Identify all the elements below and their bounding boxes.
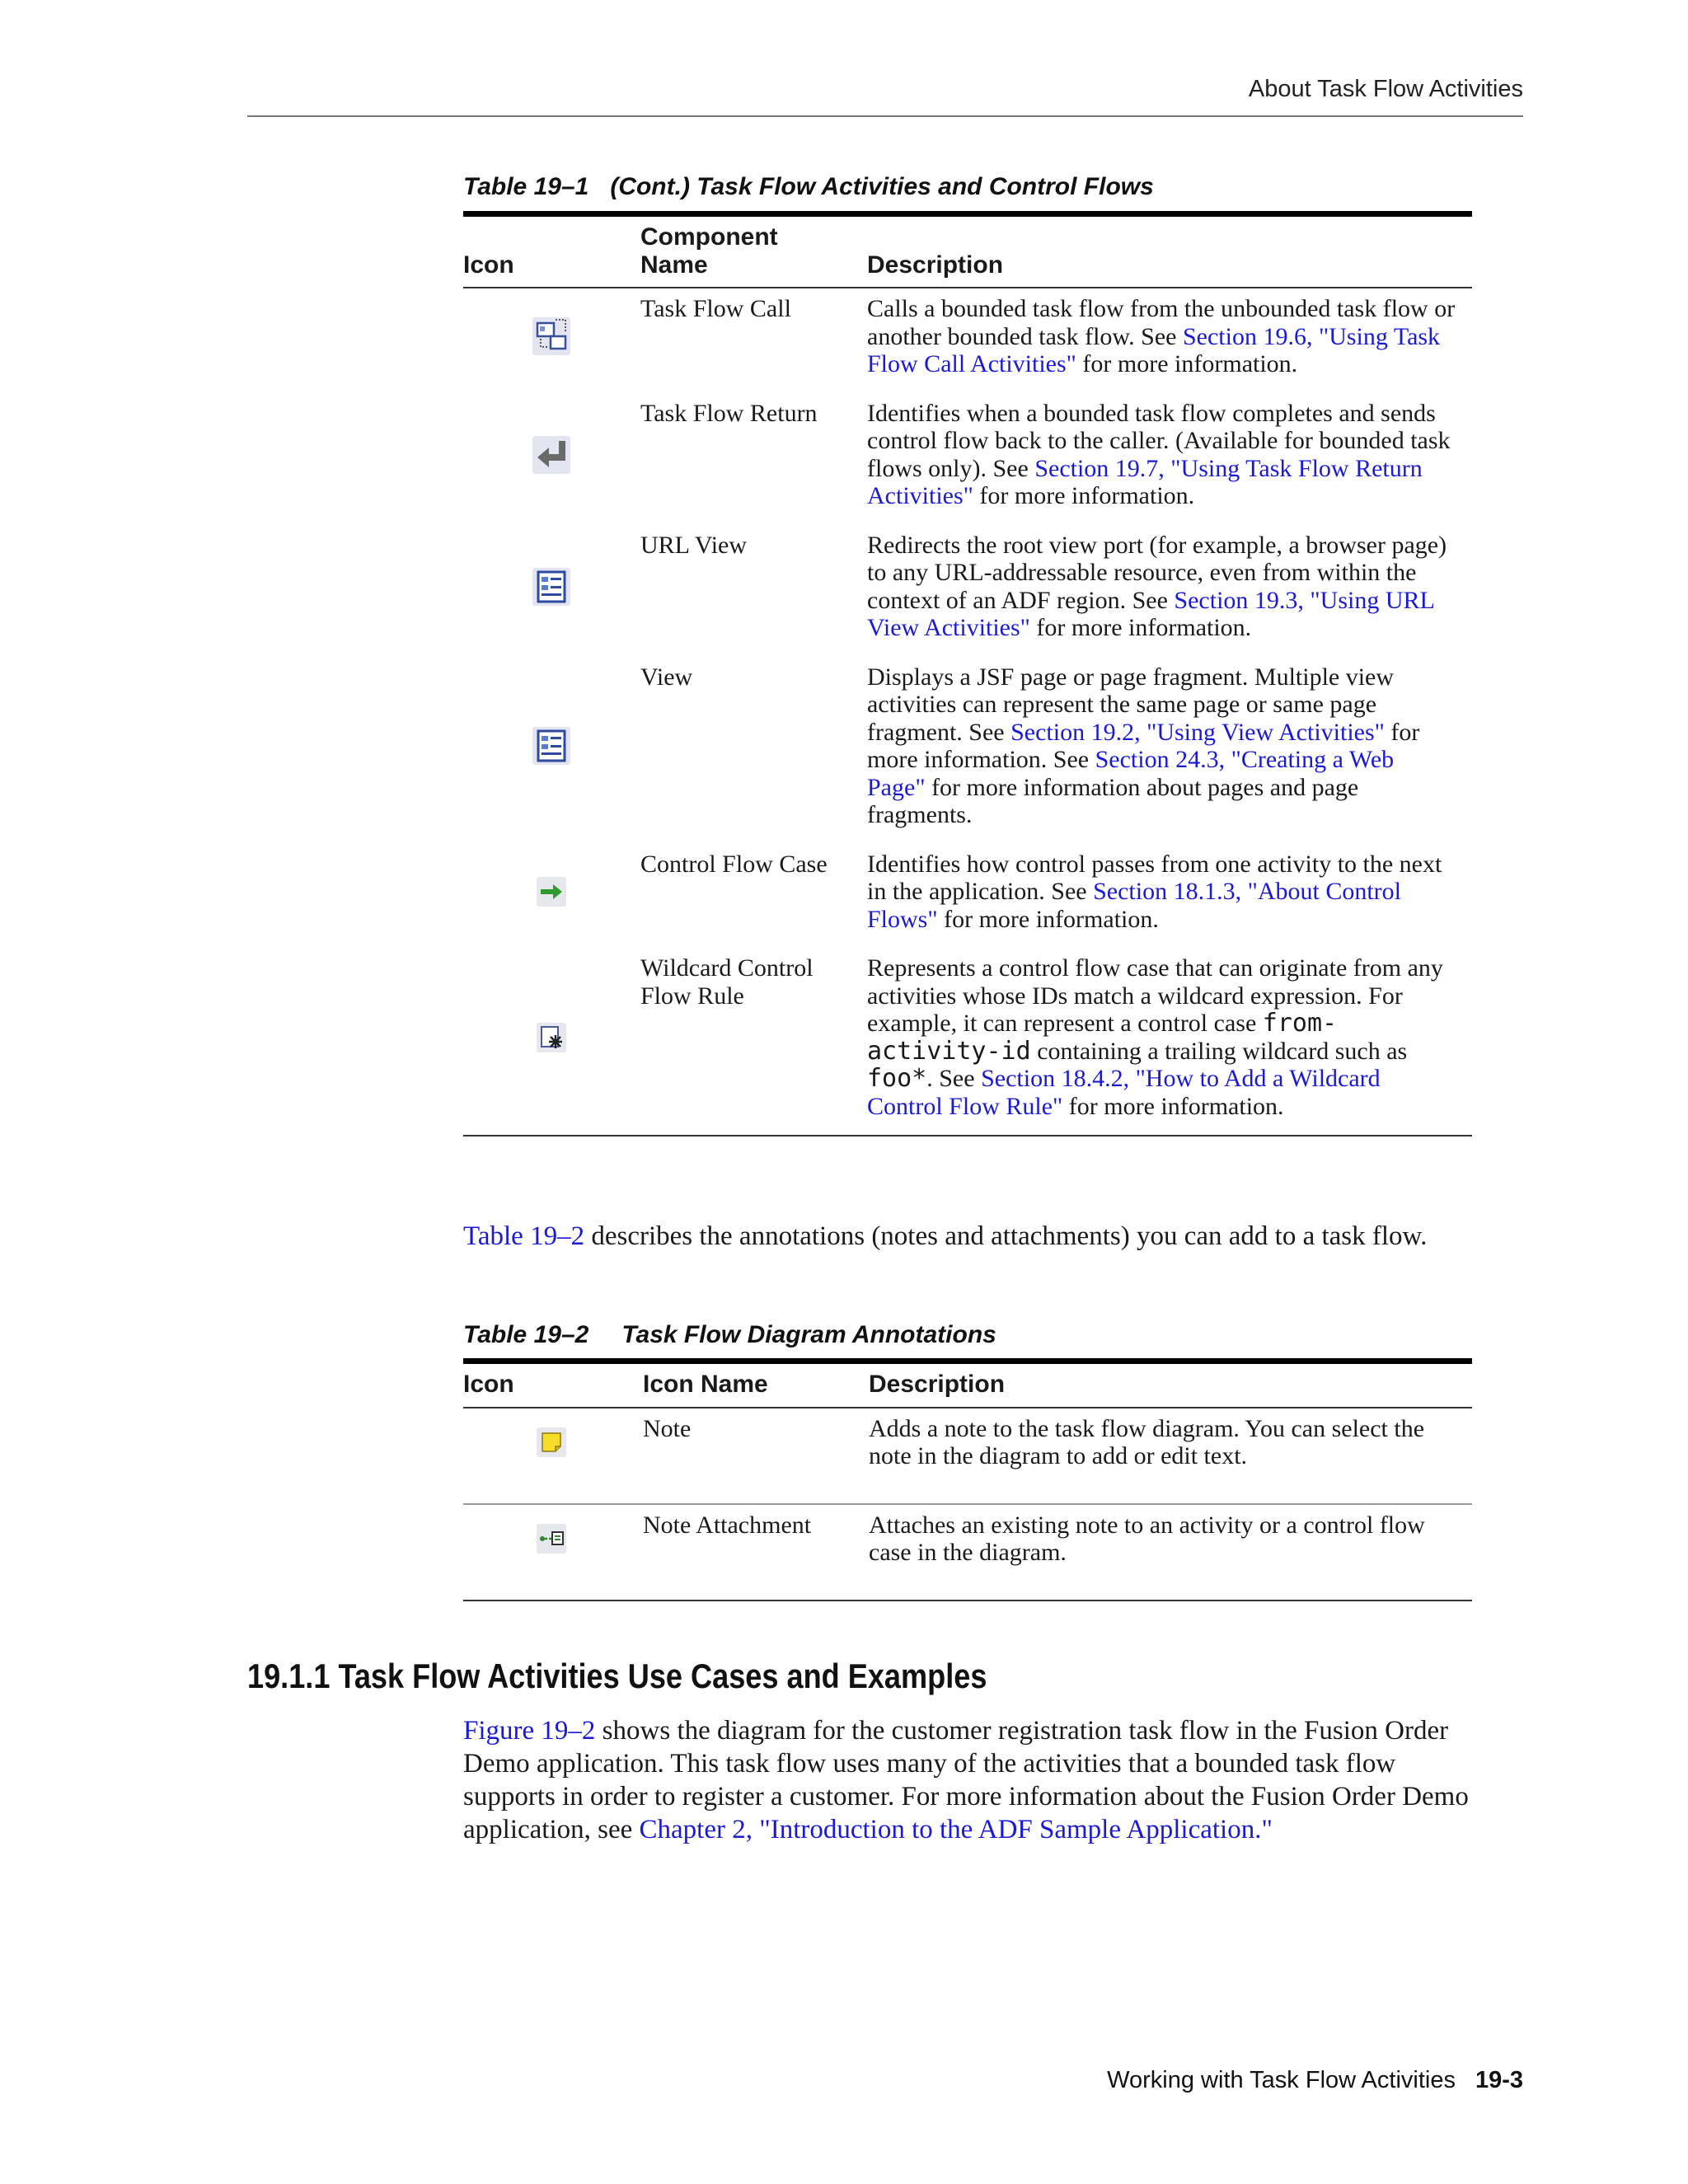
component-name: Wildcard Control Flow Rule: [640, 954, 814, 1010]
table-1-caption: [463, 173, 1154, 201]
col-header-description: Description: [869, 1361, 1472, 1408]
table-1-title: (Cont.) Task Flow Activities and Control Flows: [610, 173, 1154, 200]
description: Redirects the root view port (for example, a browser page) to any URL-addressable resource, even from within the context of an ADF region. See Section 19.3, "Using URL View Activities" for more information.: [867, 531, 1447, 642]
table-row: [463, 288, 1472, 393]
task-flow-call-icon: [531, 316, 572, 357]
table-row: [463, 1408, 1472, 1504]
running-header: About Task Flow Activities: [1248, 76, 1523, 102]
component-name: Task Flow Call: [640, 295, 791, 323]
note-icon: [536, 1427, 567, 1458]
table-1: [463, 211, 1472, 1137]
col-header-icon-name: Icon Name: [643, 1361, 869, 1408]
intro-paragraph: Table 19–2 describes the annotations (notes and attachments) you can add to a task flow.: [463, 1221, 1428, 1251]
component-name: URL View: [640, 531, 748, 559]
icon-name: Note: [643, 1414, 692, 1442]
link-chapter-2[interactable]: Chapter 2, "Introduction to the ADF Sample Application.": [639, 1815, 1273, 1844]
description: Represents a control flow case that can originate from any activities whose IDs match a wildcard expression. For example, it can represent a control case from-activity-id containing a trailing wildcard such as foo*. See Section 18.4.2, "How to Add a Wildcard Control Flow Rule" for more information.: [867, 954, 1443, 1120]
col-header-icon: Icon: [463, 1361, 643, 1408]
description: Displays a JSF page or page fragment. Multiple view activities can represent the same page or same page fragment. See Section 19.2, "Using View Activities" for more information. See Section 24.3, "Creating a Web Page" for more information about pages and page fragments.: [867, 663, 1420, 829]
section-paragraph: Figure 19–2 shows the diagram for the customer registration task flow in the Fusion Order Demo application. This task flow uses many of the activities that a bounded task flow supports in order to register a customer. For more information about the Fusion Order Demo application, see Chapter 2, "Introduction to the ADF Sample Application.": [463, 1716, 1469, 1844]
section-heading: 19.1.1 Task Flow Activities Use Cases and Examples: [247, 1657, 987, 1695]
table-2-title: Task Flow Diagram Annotations: [621, 1321, 996, 1348]
code-foo-wildcard: foo*: [867, 1064, 927, 1094]
url-view-icon: [531, 566, 572, 607]
link-section-19-7[interactable]: Section 19.7, "Using Task Flow Return Activities": [867, 454, 1423, 510]
description: Calls a bounded task flow from the unbounded task flow or another bounded task flow. See Section 19.6, "Using Task Flow Call Activities" for more information.: [867, 295, 1456, 378]
table-row: [463, 948, 1472, 1136]
link-section-18-4-2[interactable]: Section 18.4.2, "How to Add a Wildcard Control Flow Rule": [867, 1065, 1381, 1120]
component-name: Task Flow Return: [640, 399, 818, 427]
link-section-19-6[interactable]: Section 19.6, "Using Task Flow Call Activities": [867, 322, 1441, 378]
code-from-activity-id: from-activity-id: [867, 1009, 1338, 1066]
component-name: View: [640, 663, 693, 691]
table-2-label: Table 19–2: [463, 1321, 589, 1348]
link-section-18-1-3[interactable]: Section 18.1.3, "About Control Flows": [867, 878, 1401, 933]
link-section-19-3[interactable]: Section 19.3, "Using URL View Activities": [867, 586, 1434, 642]
description: Identifies when a bounded task flow completes and sends control flow back to the caller. (Available for bounded task flows only). See Section 19.7, "Using Task Flow Return Activities" for more information.: [867, 399, 1451, 510]
control-flow-case-icon: [536, 876, 567, 907]
link-figure-19-2[interactable]: Figure 19–2: [463, 1716, 596, 1746]
header-rule: [247, 115, 1523, 117]
col-header-component-name: Component Name: [640, 214, 867, 288]
wildcard-control-flow-rule-icon: [536, 1022, 567, 1053]
col-header-icon: Icon: [463, 214, 640, 288]
description: Adds a note to the task flow diagram. You can select the note in the diagram to add or edit text.: [869, 1414, 1425, 1470]
table-2-caption: [463, 1321, 996, 1349]
table-row: [463, 1504, 1472, 1601]
view-icon: [531, 725, 572, 766]
note-attachment-icon: [536, 1523, 567, 1554]
description: Attaches an existing note to an activity or a control flow case in the diagram.: [869, 1504, 1472, 1601]
table-row: [463, 525, 1472, 657]
table-row: [463, 393, 1472, 525]
table-1-label: Table 19–1: [463, 173, 589, 200]
description: Identifies how control passes from one activity to the next in the application. See Section 18.1.3, "About Control Flows" for more information.: [867, 850, 1442, 933]
table-row: [463, 657, 1472, 844]
link-section-19-2[interactable]: Section 19.2, "Using View Activities": [1010, 718, 1385, 746]
table-2: [463, 1358, 1472, 1601]
col-header-description: Description: [867, 214, 1472, 288]
icon-name: Note Attachment: [643, 1504, 869, 1601]
link-section-24-3[interactable]: Section 24.3, "Creating a Web Page": [867, 746, 1395, 801]
page-number: 19-3: [1475, 2067, 1523, 2093]
page-footer: [247, 2067, 1523, 2094]
component-name: Control Flow Case: [640, 850, 828, 878]
task-flow-return-icon: [531, 434, 572, 476]
footer-chapter-title: Working with Task Flow Activities: [1107, 2067, 1456, 2093]
link-table-19-2[interactable]: Table 19–2: [463, 1221, 585, 1251]
table-row: [463, 844, 1472, 949]
